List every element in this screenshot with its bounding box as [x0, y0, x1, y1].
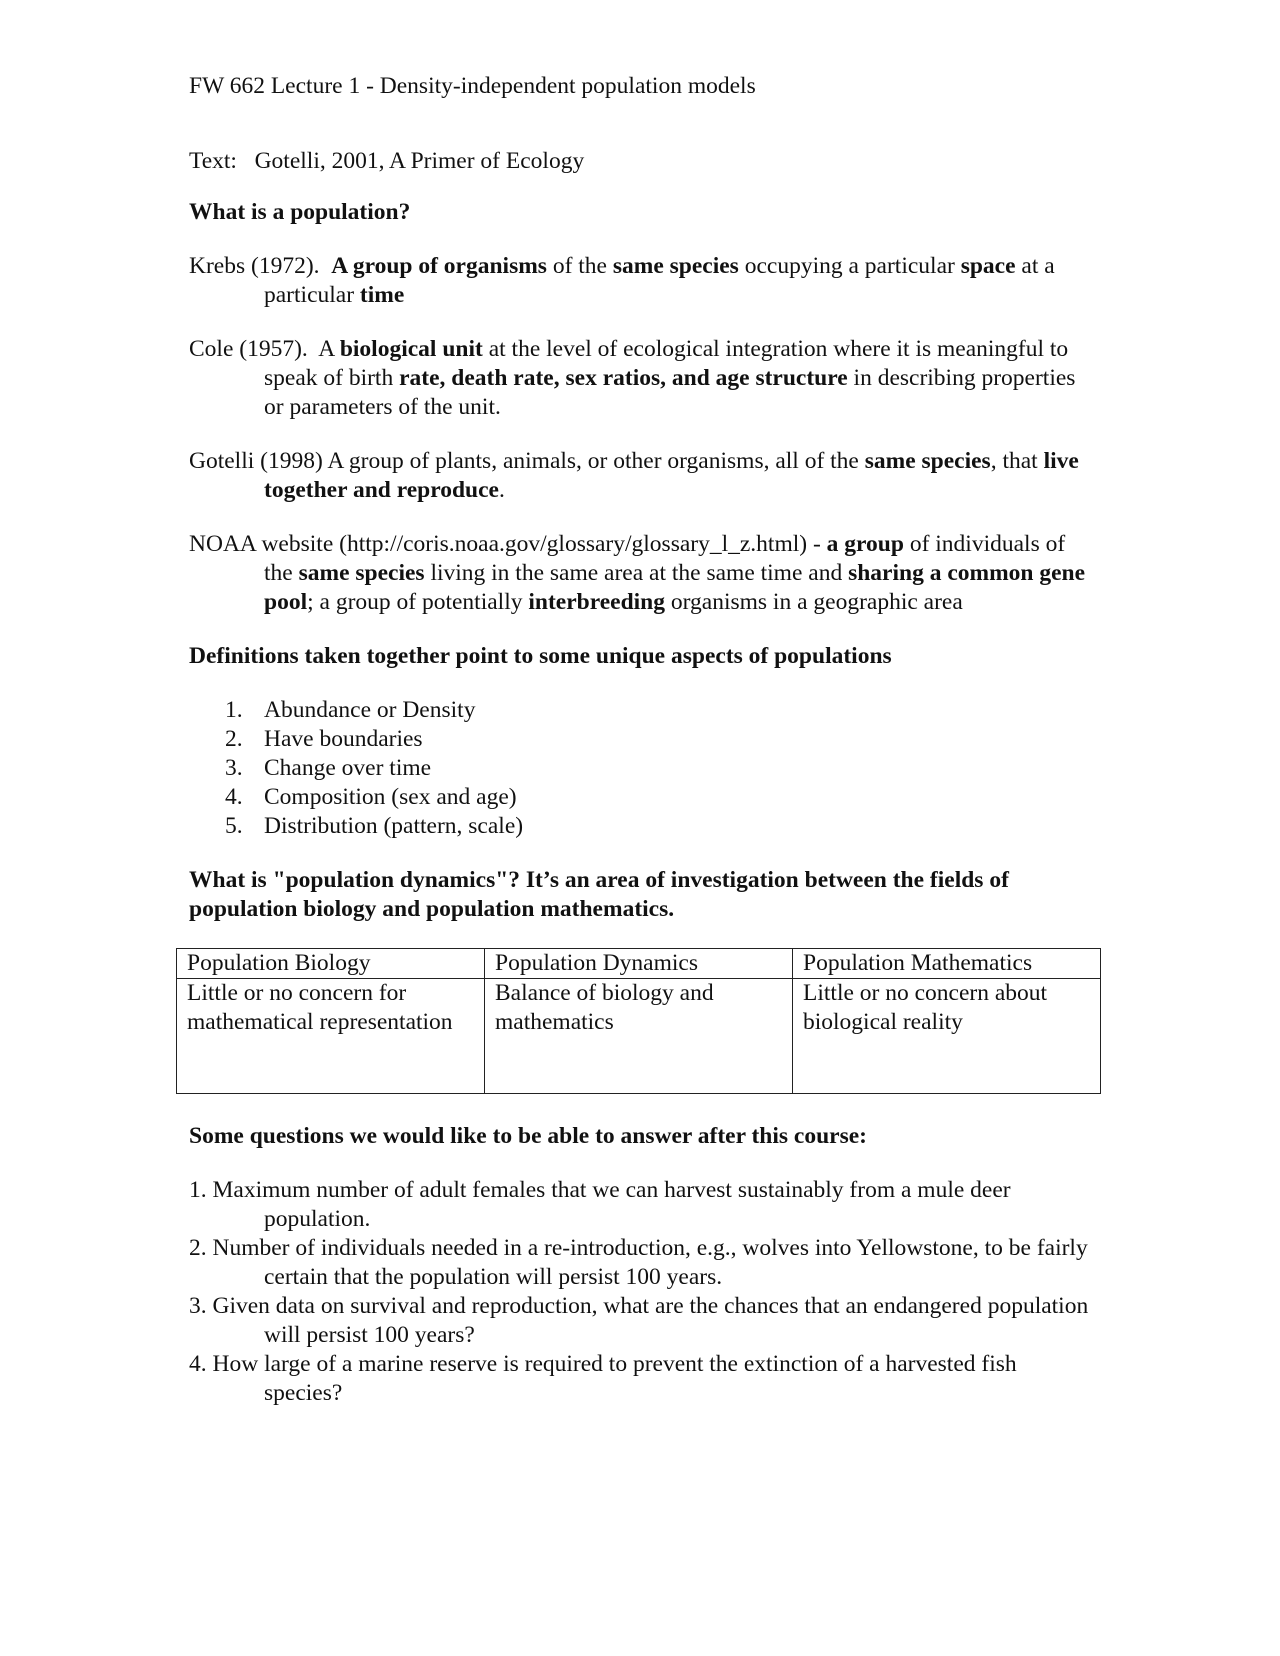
noaa-definition: NOAA website (http://coris.noaa.gov/glossary/glossary_l_z.html) - a group of individuals of the same species living in the same area at the same time and sharing a common gene pool; a group of potentially interbreeding organisms in a geographic area [189, 531, 1086, 615]
aspects-list [189, 696, 1099, 841]
table-header-cell: Population Biology [177, 949, 485, 979]
list-item: 4. Composition (sex and age) [225, 784, 517, 810]
table-wrapper [189, 924, 1099, 1088]
questions-heading: Some questions we would like to be able to answer after this course: [189, 1123, 868, 1149]
list-item: 1. Maximum number of adult females that we can harvest sustainably from a mule deer population. [189, 1177, 1011, 1232]
definitions-heading: Definitions taken together point to some unique aspects of populations [189, 643, 892, 669]
dynamics-heading: What is "population dynamics"? It’s an area of investigation between the fields of population biology and population mathematics. [189, 867, 1009, 922]
list-item: 3. Given data on survival and reproduction, what are the chances that an endangered population will persist 100 years? [189, 1293, 1089, 1348]
comparison-table [176, 948, 1101, 1094]
table-cell: Little or no concern about biological reality [793, 979, 1101, 1094]
table-cell: Little or no concern for mathematical representation [177, 979, 485, 1094]
table-row [177, 979, 1101, 1094]
text-reference [189, 147, 1099, 176]
table-header-cell: Population Dynamics [485, 949, 793, 979]
cole-definition: Cole (1957). A biological unit at the level of ecological integration where it is meaningful to speak of birth rate, death rate, sex ratios, and age structure in describing properties or parameters of the unit. [189, 336, 1076, 420]
list-item: 2. Have boundaries [225, 726, 423, 752]
questions-list [189, 1176, 1099, 1408]
list-item: 5. Distribution (pattern, scale) [225, 813, 524, 839]
krebs-definition: Krebs (1972). A group of organisms of the same species occupying a particular space at a particular time [189, 253, 1055, 308]
gotelli-definition: Gotelli (1998) A group of plants, animals, or other organisms, all of the same species, that live together and reproduce. [189, 448, 1079, 503]
text-reference-label: Text: [189, 148, 237, 174]
list-item: 2. Number of individuals needed in a re-introduction, e.g., wolves into Yellowstone, to be fairly certain that the population will persist 100 years. [189, 1235, 1088, 1290]
lecture-title: FW 662 Lecture 1 - Density-independent population models [189, 73, 756, 99]
text-reference-value: Gotelli, 2001, A Primer of Ecology [254, 148, 585, 174]
list-item: 4. How large of a marine reserve is required to prevent the extinction of a harvested fish species? [189, 1351, 1017, 1406]
table-header-row [177, 949, 1101, 979]
population-question-heading: What is a population? [189, 199, 411, 225]
table-cell: Balance of biology and mathematics [485, 979, 793, 1094]
table-header-cell: Population Mathematics [793, 949, 1101, 979]
list-item: 3. Change over time [225, 755, 432, 781]
document-page [189, 72, 1099, 1408]
list-item: 1. Abundance or Density [225, 697, 476, 723]
